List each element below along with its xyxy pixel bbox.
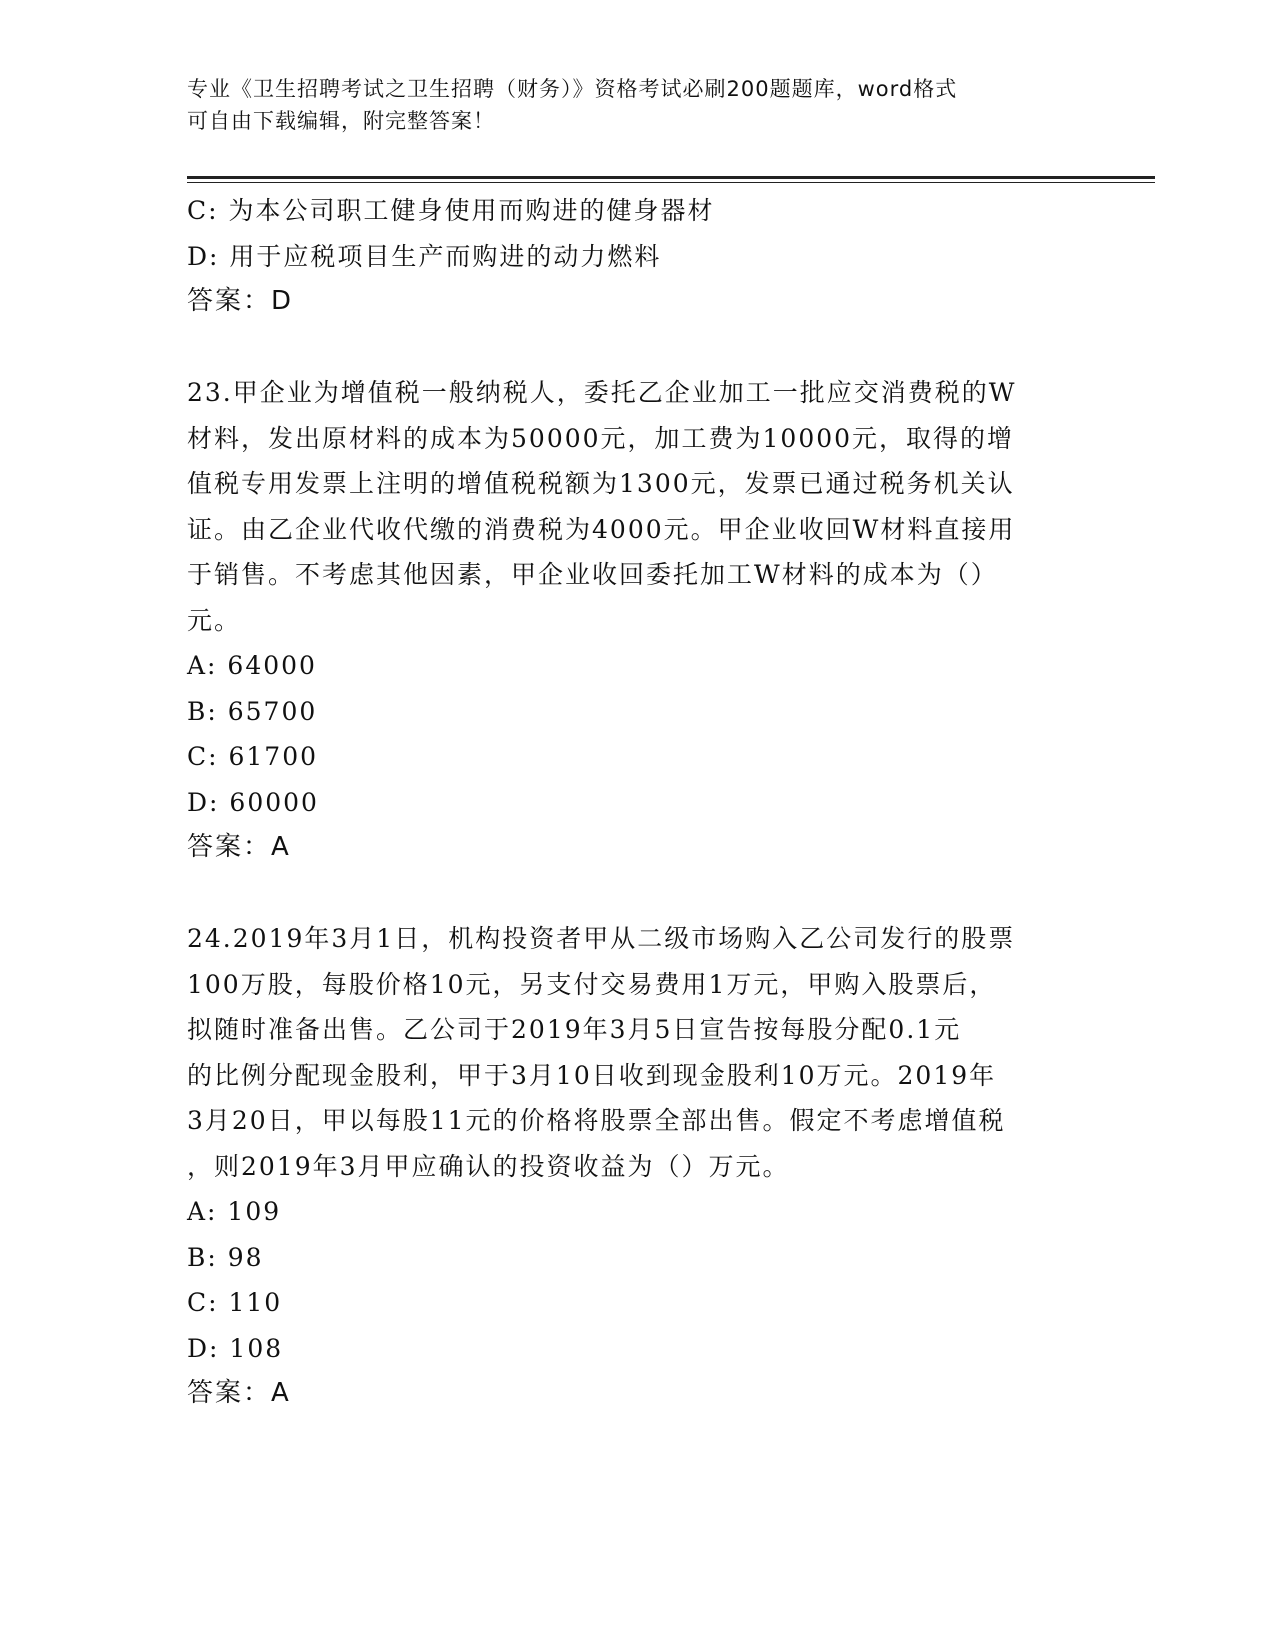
answer-label: 答案：D [187, 286, 294, 316]
stem-line: 于销售。不考虑其他因素，甲企业收回委托加工W材料的成本为（） [187, 560, 998, 589]
question-spacer [187, 871, 1087, 917]
question-content [187, 188, 1087, 1417]
stem-line: 材料，发出原材料的成本为50000元，加工费为10000元，取得的增 [187, 423, 1015, 453]
header-divider-thin [187, 182, 1155, 183]
option-d: D: 108 [187, 1333, 284, 1363]
header-title-line-2: 可自由下载编辑，附完整答案！ [187, 109, 495, 133]
option-b: B: 98 [187, 1242, 264, 1272]
option-d: D: 60000 [187, 787, 319, 817]
answer-label: 答案：A [187, 832, 291, 862]
stem-line: 值税专用发票上注明的增值税税额为1300元，发票已通过税务机关认 [187, 469, 1015, 498]
stem-line: 3月20日，甲以每股11元的价格将股票全部出售。假定不考虑增值税 [187, 1106, 1006, 1135]
stem-line: 证。由乙企业代收代缴的消费税为4000元。甲企业收回W材料直接用 [187, 514, 1016, 544]
document-header [187, 73, 1067, 137]
stem-line: ，则2019年3月甲应确认的投资收益为（）万元。 [187, 1151, 790, 1181]
stem-line: 24.2019年3月1日，机构投资者甲从二级市场购入乙公司发行的股票 [187, 924, 1016, 953]
option-b: B: 65700 [187, 696, 318, 726]
question-stem [187, 370, 1087, 643]
question-23 [187, 370, 1087, 871]
option-c: C: 为本公司职工健身使用而购进的健身器材 [187, 196, 715, 225]
stem-line: 的比例分配现金股利，甲于3月10日收到现金股利10万元。2019年 [187, 1060, 997, 1090]
question-stem [187, 916, 1087, 1189]
option-d: D: 用于应税项目生产而购进的动力燃料 [187, 241, 662, 271]
header-title-line-1: 专业《卫生招聘考试之卫生招聘（财务）》资格考试必刷200题题库，word格式 [187, 77, 958, 101]
question-spacer [187, 325, 1087, 371]
option-c: C: 110 [187, 1288, 283, 1317]
stem-line: 元。 [187, 605, 242, 635]
answer-label: 答案：A [187, 1378, 291, 1408]
header-divider-thick [187, 176, 1155, 179]
option-a: A: 64000 [187, 651, 317, 680]
option-c: C: 61700 [187, 742, 319, 771]
question-22 [187, 188, 1087, 325]
option-a: A: 109 [187, 1197, 282, 1226]
stem-line: 拟随时准备出售。乙公司于2019年3月5日宣告按每股分配0.1元 [187, 1015, 962, 1044]
stem-line: 100万股，每股价格10元，另支付交易费用1万元，甲购入股票后， [187, 969, 997, 999]
question-24 [187, 916, 1087, 1417]
stem-line: 23.甲企业为增值税一般纳税人，委托乙企业加工一批应交消费税的W [187, 378, 1017, 407]
